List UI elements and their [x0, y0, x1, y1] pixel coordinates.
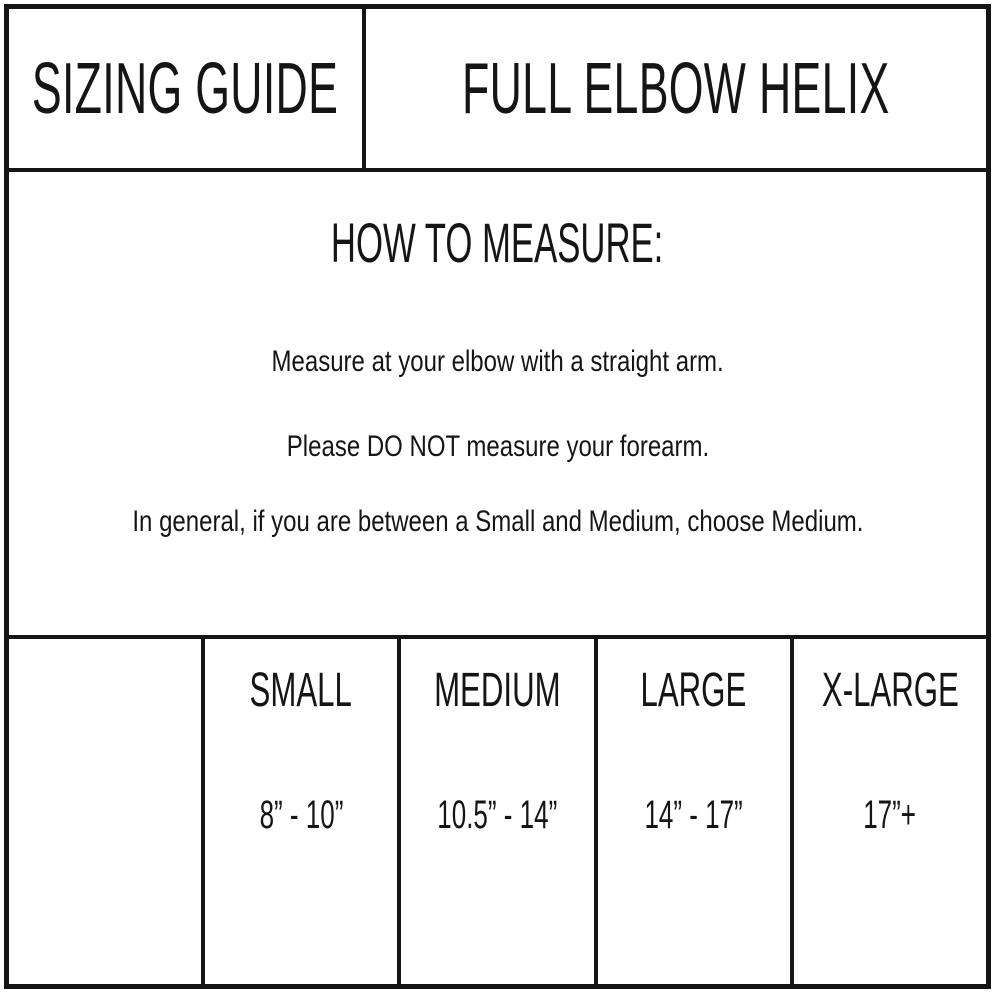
size-column-xlarge: [790, 639, 986, 984]
measure-instruction-text-2: Please DO NOT measure your forearm.: [286, 430, 709, 463]
size-range-large: [618, 793, 769, 837]
measure-instruction-line-2: [234, 427, 762, 467]
measure-instruction-line-1: [215, 342, 780, 382]
size-table: [9, 639, 986, 984]
size-label-large-text: LARGE: [640, 664, 747, 717]
size-range-small: [237, 793, 366, 837]
size-range-small-text: 8” - 10”: [259, 793, 344, 837]
measure-instruction-text-1: Measure at your elbow with a straight arm.: [271, 345, 724, 378]
measure-instruction-line-3: [41, 502, 955, 542]
product-title: FULL ELBOW HELIX: [462, 48, 890, 129]
size-range-xlarge: [849, 793, 930, 837]
product-title-cell: [366, 9, 986, 168]
size-range-xlarge-text: 17”+: [863, 793, 917, 837]
size-column-small: [201, 639, 397, 984]
how-to-measure-section: [9, 172, 986, 639]
size-label-small: [222, 663, 379, 719]
size-label-medium-text: MEDIUM: [434, 664, 561, 717]
size-label-xlarge: [790, 663, 986, 719]
header-row: [9, 9, 986, 172]
size-range-medium-text: 10.5” - 14”: [437, 793, 558, 837]
how-to-measure-title-text: HOW TO MEASURE:: [331, 211, 664, 274]
size-column-large: [594, 639, 790, 984]
size-label-large: [612, 663, 775, 719]
size-label-small-text: SMALL: [249, 664, 353, 717]
size-range-medium: [405, 793, 590, 837]
measure-instruction-text-3: In general, if you are between a Small and Medium, choose Medium.: [131, 505, 864, 538]
how-to-measure-title: [229, 212, 765, 274]
sizing-guide-title: SIZING GUIDE: [32, 48, 339, 129]
size-label-xlarge-text: X-LARGE: [821, 664, 959, 717]
size-label-medium: [400, 663, 593, 719]
size-column-medium: [397, 639, 593, 984]
size-range-large-text: 14” - 17”: [644, 793, 743, 837]
size-column-empty: [9, 639, 201, 984]
sizing-guide-title-cell: [9, 9, 366, 168]
sizing-guide-frame: [4, 4, 991, 989]
